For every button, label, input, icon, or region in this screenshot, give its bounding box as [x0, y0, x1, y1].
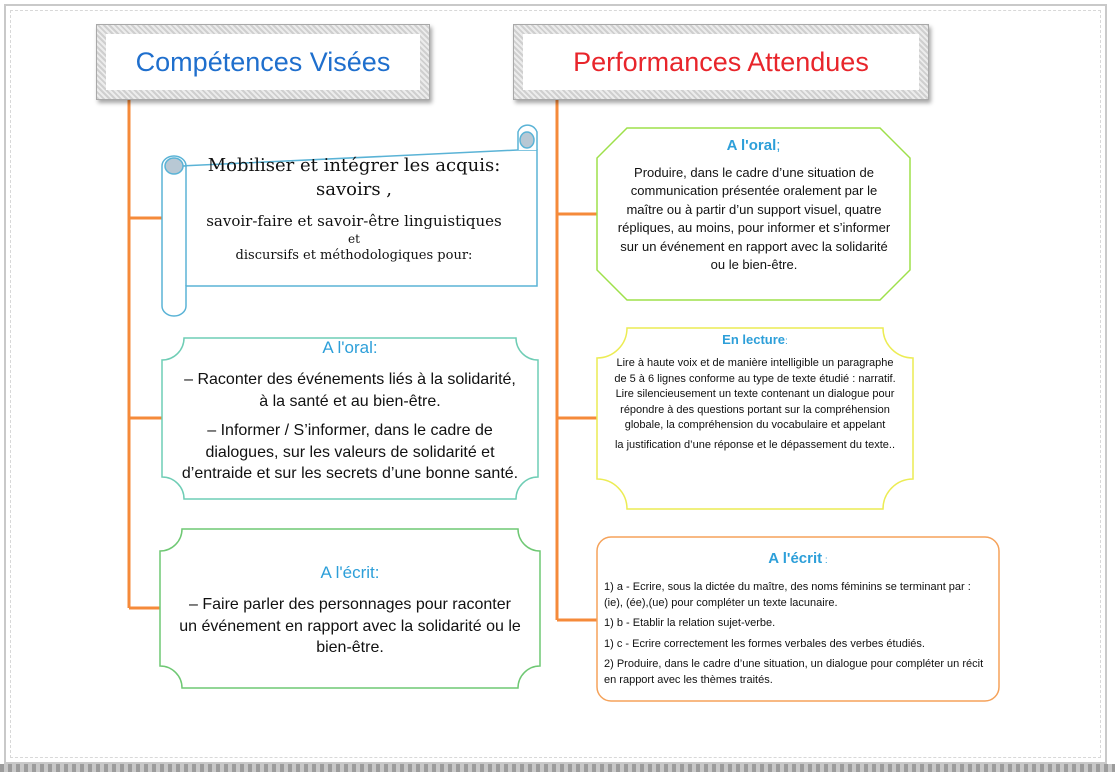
lecture-body — [612, 356, 898, 458]
header-competences — [96, 24, 430, 100]
oral-left-title: A l'oral: — [322, 338, 378, 357]
ecrit-right-item-1: 1) a - Ecrire, sous la dictée du maître, des noms féminins se terminant par : (ie), (ée),(ue) pour compléter un texte lacunaire. — [604, 581, 971, 609]
ecrit-left-title: A l'écrit: — [320, 563, 380, 582]
ecrit-right-item-3: 1) c - Ecrire correctement les formes verbales des verbes étudiés. — [604, 637, 925, 650]
ecrit-right-body — [604, 580, 990, 694]
oral-left-item-2: – Informer / S’informer, dans le cadre de dialogues, sur les valeurs de solidarité et d’entraide et sur les secrets d’une bonne santé. — [181, 422, 519, 483]
header-performances-title: Performances Attendues — [523, 34, 919, 90]
ecrit-right-title-text: A l'écrit — [768, 550, 823, 567]
oral-right-body: Produire, dans le cadre d’une situation de communication présentée oralement par le maître ou à partir d’un support visuel, quatre répliques, au moins, pour informer et s’informer sur un événement en rapport avec la solidarité ou le bien-être. — [617, 165, 891, 273]
ecrit-right-title-suffix: : — [822, 555, 828, 566]
lecture-body-1: Lire à haute voix et de manière intelligible un paragraphe de 5 à 6 lignes conforme au type de texte étudié : narratif. Lire silencieusement un texte contenant un dialogue pour répondre à des questions portant sur la compréhension globale, la compréhension du vocabulaire et appelant — [614, 357, 896, 432]
lecture-body-2: la justification d’une réponse et le dépassement du texte.. — [614, 439, 896, 452]
lecture-title-suffix: : — [785, 336, 788, 347]
ecrit-right-item-2: 1) b - Etablir la relation sujet-verbe. — [604, 617, 776, 630]
oral-left-body — [180, 369, 520, 493]
oral-left-item-1: – Raconter des événements liés à la solidarité, à la santé et au bien-être. — [184, 371, 516, 410]
oral-right-title — [597, 137, 910, 154]
scroll-line-5: discursifs et méthodologiques pour: — [235, 248, 473, 264]
ecrit-left-body: – Faire parler des personnages pour raconter un événement en rapport avec la solidarité ou le bien-être. — [179, 596, 521, 657]
header-performances — [513, 24, 929, 100]
scroll-line-4: et — [348, 231, 360, 246]
scroll-text — [180, 154, 528, 265]
scroll-line-3: savoir-faire et savoir-être linguistiques — [206, 211, 502, 230]
oral-right-title-suffix: ; — [776, 137, 781, 154]
lecture-title-text: En lecture — [722, 332, 786, 347]
oral-right-title-text: A l'oral — [726, 137, 777, 154]
scroll-line-2: savoirs , — [315, 179, 393, 201]
ecrit-right-item-4: 2) Produire, dans le cadre d’une situation, un dialogue pour compléter un récit en rapport avec les thèmes traités. — [604, 658, 984, 687]
ecrit-right-title — [597, 550, 999, 567]
scroll-line-1: Mobiliser et intégrer les acquis: — [207, 155, 501, 176]
header-competences-title: Compétences Visées — [106, 34, 420, 90]
lecture-title — [597, 332, 913, 347]
